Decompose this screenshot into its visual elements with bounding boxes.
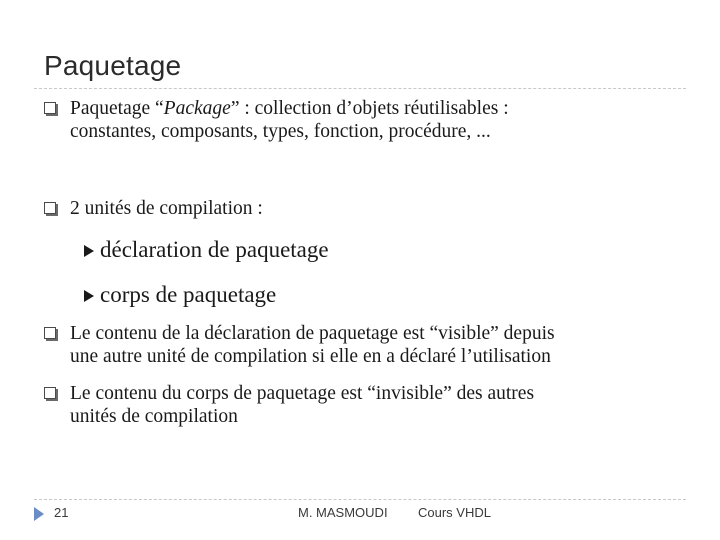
arrow-right-icon bbox=[84, 245, 94, 257]
bullet-line2: unités de compilation bbox=[70, 406, 238, 427]
package-emphasis: Package bbox=[163, 98, 231, 119]
bullet-suffix: ” : collection d’objets réutilisables : bbox=[230, 98, 509, 119]
subitem-declaration bbox=[84, 237, 329, 263]
footer-author: M. MASMOUDI bbox=[298, 505, 388, 520]
bullet-compilation-units bbox=[44, 197, 263, 220]
bullet-text bbox=[70, 97, 509, 143]
subitem-body bbox=[84, 282, 276, 308]
square-bullet-icon bbox=[44, 327, 56, 339]
bullet-text bbox=[70, 382, 534, 428]
footer-course: Cours VHDL bbox=[418, 505, 491, 520]
bullet-line2: constantes, composants, types, fonction, procédure, ... bbox=[70, 121, 491, 142]
bullet-line1: Le contenu de la déclaration de paquetage est “visible” depuis bbox=[70, 323, 555, 344]
square-bullet-icon bbox=[44, 387, 56, 399]
slide-title: Paquetage bbox=[44, 50, 182, 81]
footer-divider bbox=[34, 499, 686, 500]
bullet-line2: une autre unité de compilation si elle en a déclaré l’utilisation bbox=[70, 346, 551, 367]
title-divider bbox=[34, 88, 686, 89]
subitem-label: déclaration de paquetage bbox=[100, 237, 329, 262]
bullet-package-definition bbox=[44, 97, 509, 143]
bullet-invisible bbox=[44, 382, 534, 428]
triangle-right-icon bbox=[34, 507, 44, 521]
bullet-text bbox=[70, 322, 555, 368]
square-bullet-icon bbox=[44, 102, 56, 114]
bullet-prefix: Paquetage “ bbox=[70, 98, 164, 119]
bullet-line1: Le contenu du corps de paquetage est “invisible” des autres bbox=[70, 383, 535, 404]
bullet-visible bbox=[44, 322, 555, 368]
arrow-right-icon bbox=[84, 290, 94, 302]
page-number: 21 bbox=[54, 505, 69, 520]
subitem-label: corps de paquetage bbox=[100, 282, 277, 307]
square-bullet-icon bbox=[44, 202, 56, 214]
bullet-text: 2 unités de compilation : bbox=[70, 198, 263, 219]
